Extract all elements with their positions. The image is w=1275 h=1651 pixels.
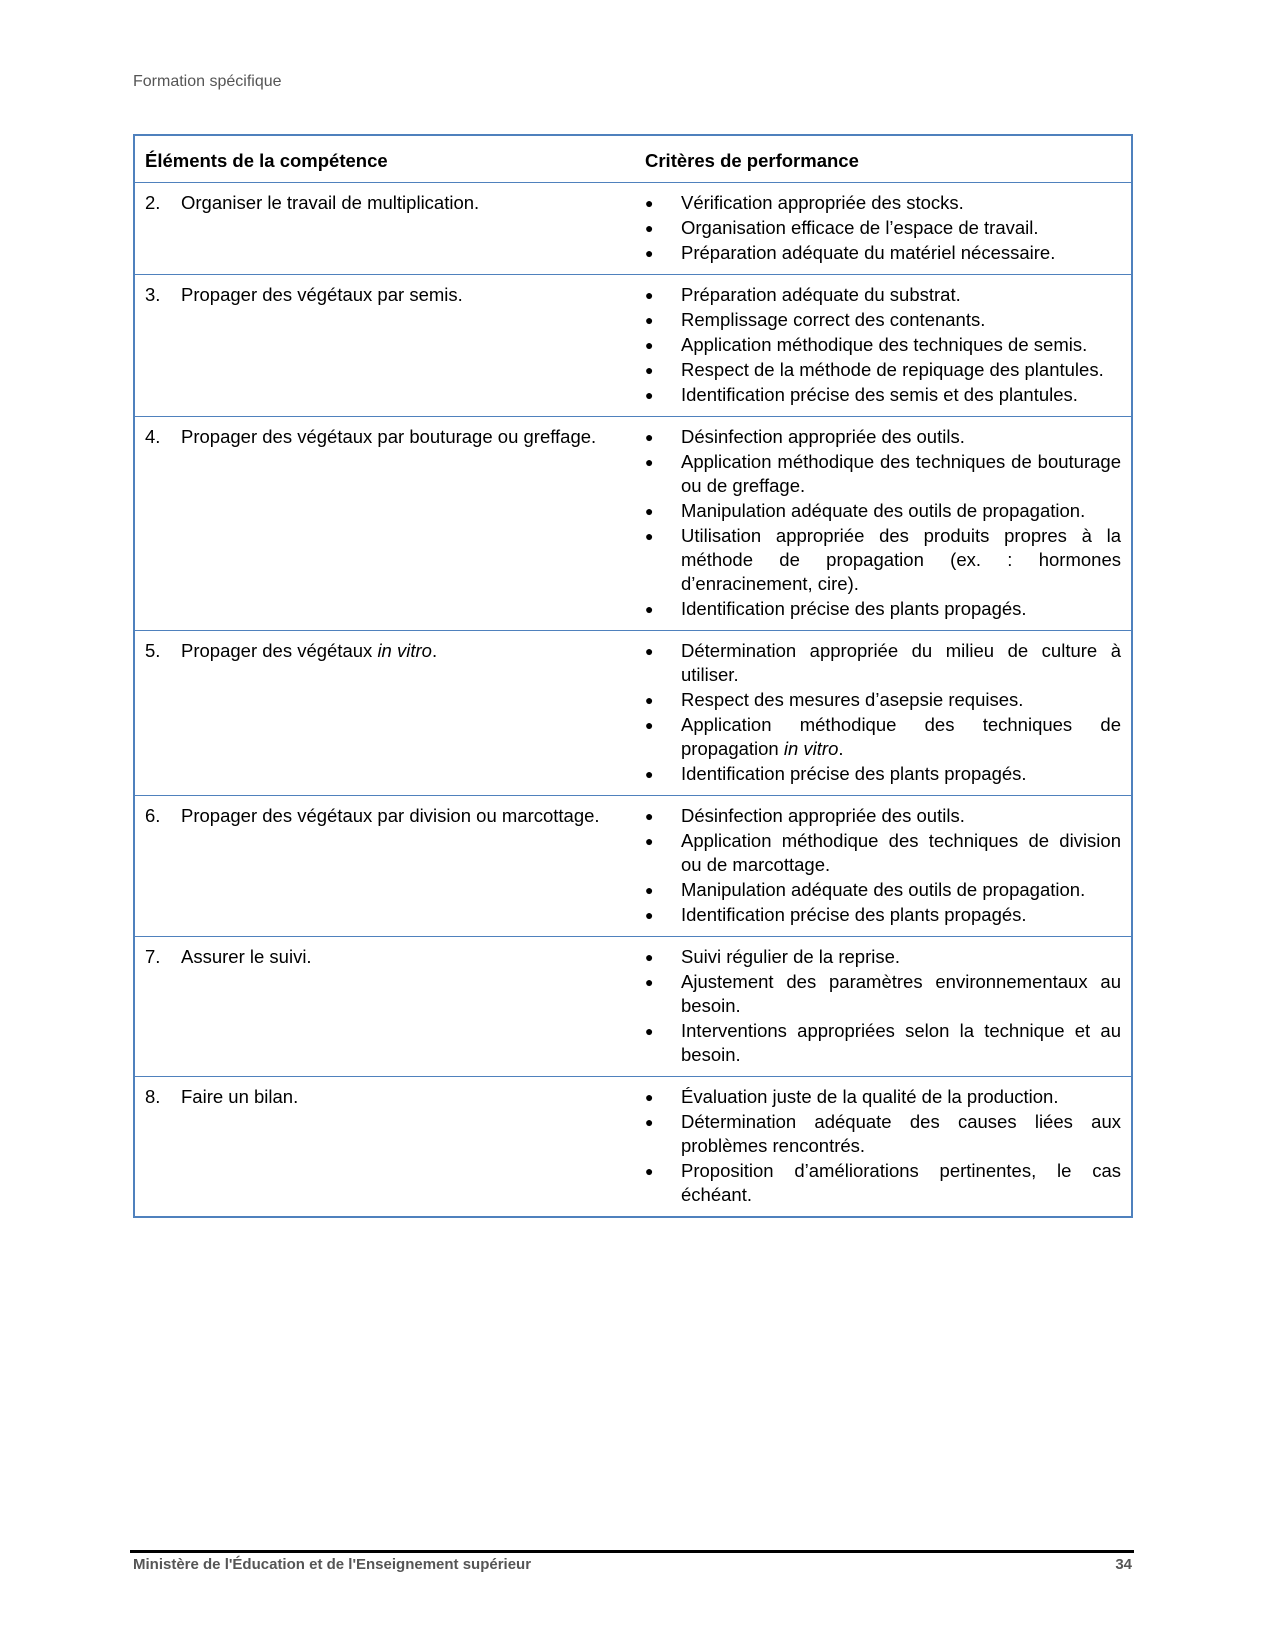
criterion-text: Identification précise des plants propagés.	[681, 904, 1027, 925]
element-cell	[134, 275, 635, 417]
list-item	[645, 597, 1121, 621]
list-item	[645, 499, 1121, 523]
bullet-icon: ●	[645, 195, 654, 211]
bullet-icon: ●	[645, 387, 654, 403]
table-row	[134, 631, 1132, 796]
list-item	[645, 829, 1121, 877]
list-item	[645, 804, 1121, 828]
element-number: 7.	[145, 946, 161, 967]
criterion-text: Identification précise des semis et des plantules.	[681, 384, 1078, 405]
criterion-text: Vérification appropriée des stocks.	[681, 192, 964, 213]
bullet-icon: ●	[645, 528, 654, 544]
element-cell	[134, 1077, 635, 1218]
criterion-text: Manipulation adéquate des outils de propagation.	[681, 879, 1086, 900]
bullet-icon: ●	[645, 808, 654, 824]
criterion-text: Respect des mesures d’asepsie requises.	[681, 689, 1024, 710]
element-cell	[134, 796, 635, 937]
criterion-text: Interventions appropriées selon la technique et au besoin.	[681, 1020, 1121, 1065]
criteria-cell	[635, 1077, 1132, 1218]
bullet-icon: ●	[645, 1023, 654, 1039]
criterion-text: Respect de la méthode de repiquage des plantules.	[681, 359, 1104, 380]
bullet-icon: ●	[645, 429, 654, 445]
element-text: Assurer le suivi.	[181, 946, 312, 967]
bullet-icon: ●	[645, 312, 654, 328]
list-item	[645, 308, 1121, 332]
list-item	[645, 713, 1121, 761]
element-text: Propager des végétaux par semis.	[181, 284, 463, 305]
list-item	[645, 450, 1121, 498]
list-item	[645, 358, 1121, 382]
bullet-icon: ●	[645, 287, 654, 303]
table-row	[134, 796, 1132, 937]
bullet-icon: ●	[645, 454, 654, 470]
element-number: 3.	[145, 284, 161, 305]
element-number: 6.	[145, 805, 161, 826]
element-text-suffix: .	[431, 640, 438, 661]
bullet-icon: ●	[645, 1163, 654, 1179]
list-item	[645, 425, 1121, 449]
bullet-icon: ●	[645, 882, 654, 898]
criterion-text: Application méthodique des techniques de division ou de marcottage.	[681, 830, 1121, 875]
col-header-elements: Éléments de la compétence	[134, 135, 635, 183]
bullet-icon: ●	[645, 907, 654, 923]
table-row	[134, 937, 1132, 1077]
criterion-text: Évaluation juste de la qualité de la production.	[681, 1086, 1059, 1107]
criterion-text: Détermination appropriée du milieu de culture à utiliser.	[681, 640, 1121, 685]
list-item	[645, 524, 1121, 596]
element-text-prefix: Propager des végétaux	[181, 640, 378, 661]
bullet-icon: ●	[645, 766, 654, 782]
footer-divider	[130, 1550, 1134, 1553]
list-item	[645, 1085, 1121, 1109]
criterion-text: Organisation efficace de l’espace de travail.	[681, 217, 1039, 238]
page-number: 34	[1115, 1556, 1132, 1573]
element-text: Organiser le travail de multiplication.	[181, 192, 480, 213]
list-item	[645, 241, 1121, 265]
element-text: Faire un bilan.	[181, 1086, 299, 1107]
list-item	[645, 1110, 1121, 1158]
footer-ministry: Ministère de l'Éducation et de l'Enseignement supérieur	[133, 1556, 532, 1573]
criterion-text: Désinfection appropriée des outils.	[681, 805, 965, 826]
criterion-text: Remplissage correct des contenants.	[681, 309, 986, 330]
list-item	[645, 945, 1121, 969]
criterion-text: Manipulation adéquate des outils de propagation.	[681, 500, 1086, 521]
element-number: 8.	[145, 1086, 161, 1107]
list-item	[645, 878, 1121, 902]
bullet-icon: ●	[645, 643, 654, 659]
criterion-text: Détermination adéquate des causes liées aux problèmes rencontrés.	[681, 1111, 1121, 1156]
table-row	[134, 275, 1132, 417]
bullet-icon: ●	[645, 503, 654, 519]
criterion-text: Préparation adéquate du substrat.	[681, 284, 961, 305]
list-item	[645, 762, 1121, 786]
element-text	[181, 639, 625, 663]
list-item	[645, 283, 1121, 307]
bullet-icon: ●	[645, 949, 654, 965]
criterion-text: Identification précise des plants propagés.	[681, 763, 1027, 784]
table-header-row	[134, 135, 1132, 183]
element-cell	[134, 183, 635, 275]
element-number: 5.	[145, 640, 161, 661]
criteria-cell	[635, 631, 1132, 796]
criteria-cell	[635, 275, 1132, 417]
bullet-icon: ●	[645, 245, 654, 261]
list-item	[645, 970, 1121, 1018]
page-header: Formation spécifique	[133, 73, 282, 90]
bullet-icon: ●	[645, 974, 654, 990]
criterion-text-italic: in vitro	[783, 738, 839, 759]
bullet-icon: ●	[645, 1089, 654, 1105]
criterion-text: Application méthodique des techniques de bouturage ou de greffage.	[681, 451, 1121, 496]
criterion-text: Préparation adéquate du matériel nécessaire.	[681, 242, 1056, 263]
criterion-text: Ajustement des paramètres environnementaux au besoin.	[681, 971, 1121, 1016]
criterion-text-suffix: .	[838, 738, 844, 759]
element-text: Propager des végétaux par division ou marcottage.	[181, 805, 600, 826]
list-item	[645, 191, 1121, 215]
bullet-icon: ●	[645, 220, 654, 236]
element-number: 2.	[145, 192, 161, 213]
criterion-text	[681, 713, 1121, 761]
list-item	[645, 903, 1121, 927]
criteria-cell	[635, 183, 1132, 275]
element-cell	[134, 631, 635, 796]
criterion-text: Désinfection appropriée des outils.	[681, 426, 965, 447]
element-text-italic: in vitro	[377, 640, 432, 661]
list-item	[645, 383, 1121, 407]
table-row	[134, 183, 1132, 275]
element-number: 4.	[145, 426, 161, 447]
element-text: Propager des végétaux par bouturage ou greffage.	[181, 426, 597, 447]
criteria-cell	[635, 417, 1132, 631]
table-row	[134, 417, 1132, 631]
bullet-icon: ●	[645, 692, 654, 708]
list-item	[645, 216, 1121, 240]
list-item	[645, 333, 1121, 357]
list-item	[645, 1159, 1121, 1207]
element-cell	[134, 417, 635, 631]
col-header-criteria: Critères de performance	[635, 135, 1132, 183]
bullet-icon: ●	[645, 362, 654, 378]
bullet-icon: ●	[645, 717, 654, 733]
criterion-text-prefix: Application méthodique des techniques de propagation	[681, 714, 1121, 759]
criterion-text: Application méthodique des techniques de semis.	[681, 334, 1088, 355]
criterion-text: Utilisation appropriée des produits propres à la méthode de propagation (ex. : hormones d’enracinement, cire).	[681, 525, 1121, 594]
table-row	[134, 1077, 1132, 1218]
criteria-cell	[635, 937, 1132, 1077]
criterion-text: Suivi régulier de la reprise.	[681, 946, 901, 967]
bullet-icon: ●	[645, 337, 654, 353]
bullet-icon: ●	[645, 1114, 654, 1130]
criteria-cell	[635, 796, 1132, 937]
element-cell	[134, 937, 635, 1077]
list-item	[645, 688, 1121, 712]
list-item	[645, 639, 1121, 687]
competence-table	[133, 134, 1133, 1218]
list-item	[645, 1019, 1121, 1067]
criterion-text: Proposition d’améliorations pertinentes, le cas échéant.	[681, 1160, 1121, 1205]
criterion-text: Identification précise des plants propagés.	[681, 598, 1027, 619]
bullet-icon: ●	[645, 833, 654, 849]
bullet-icon: ●	[645, 601, 654, 617]
